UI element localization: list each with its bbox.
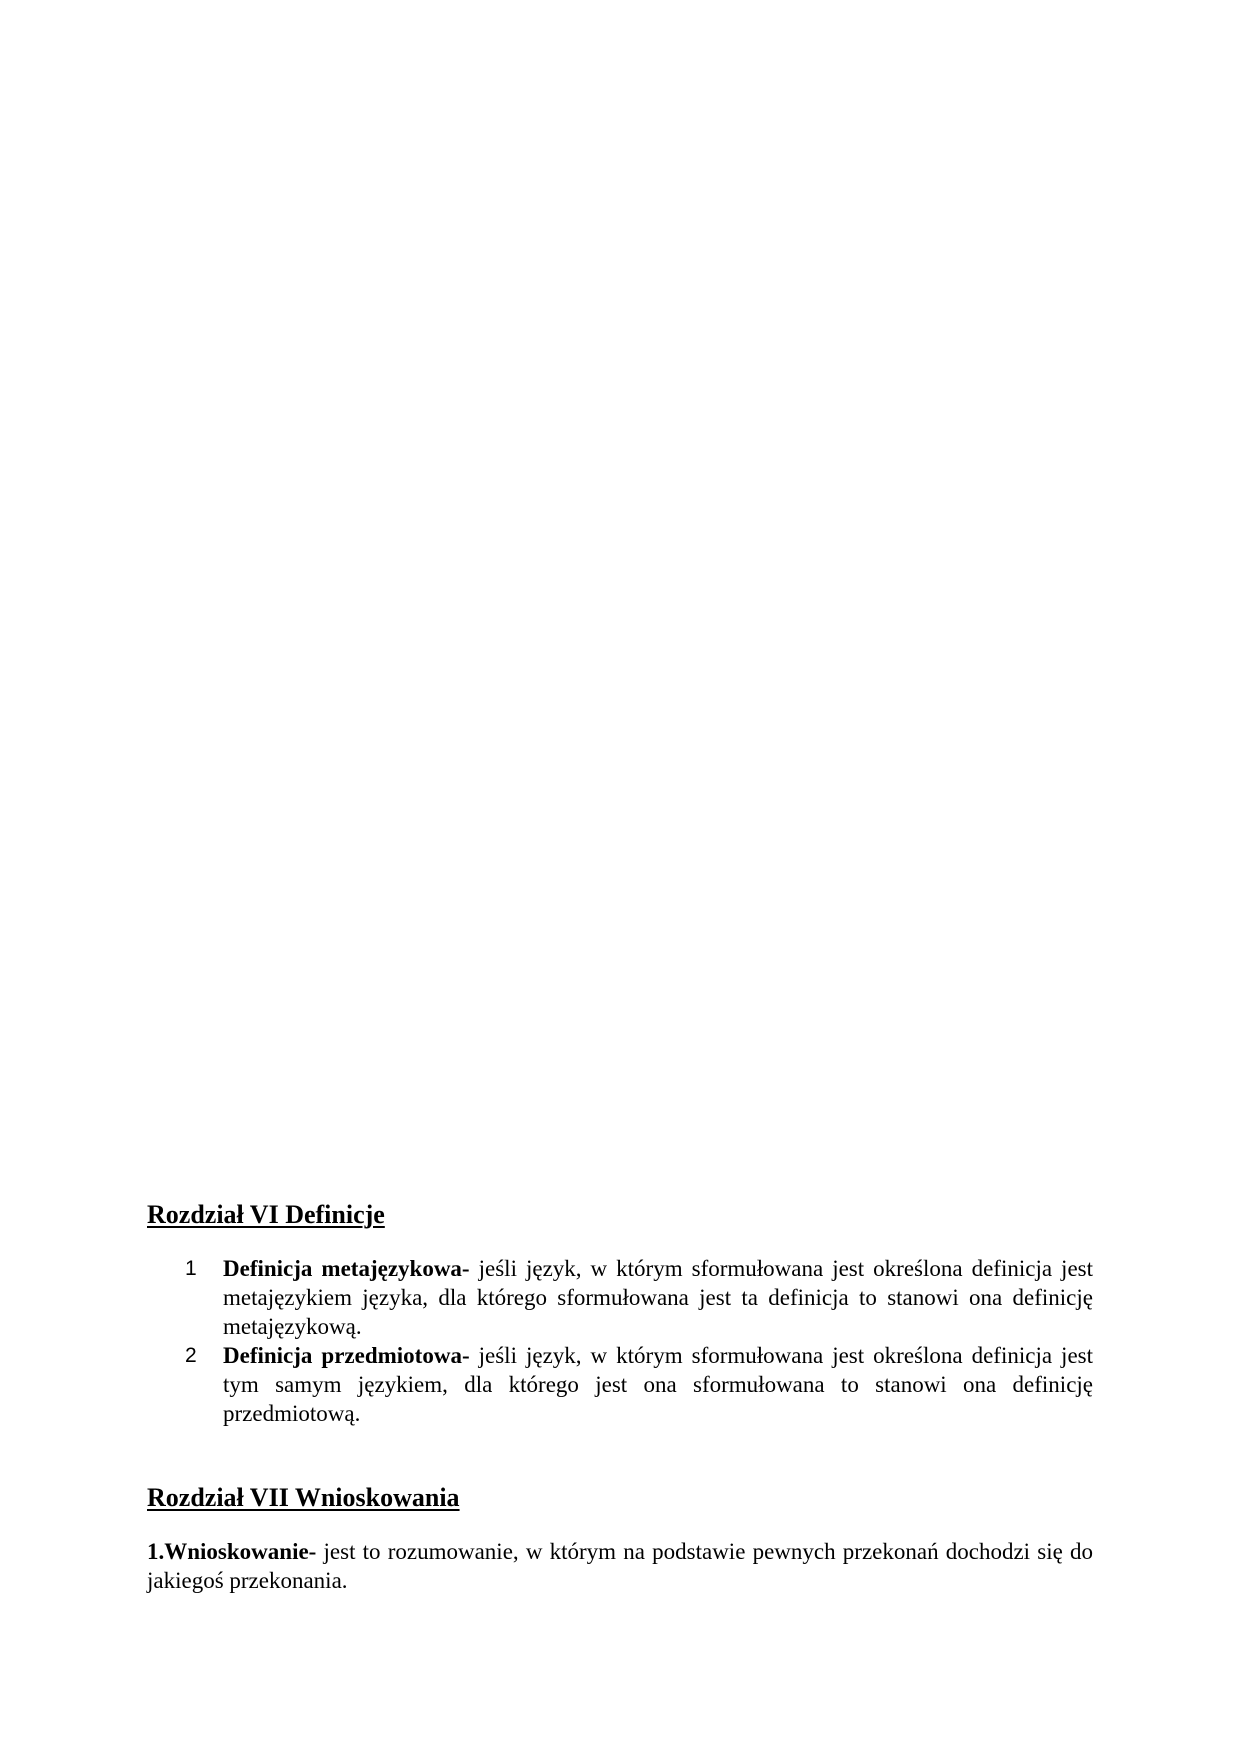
section-heading-definitions: Rozdział VI Definicje — [147, 1200, 385, 1229]
inference-term: 1.Wnioskowanie- — [147, 1539, 317, 1564]
section-heading-inferences: Rozdział VII Wnioskowania — [147, 1483, 460, 1512]
list-item — [147, 1254, 1093, 1341]
inference-paragraph — [147, 1537, 1093, 1595]
list-item-number: 2 — [185, 1344, 197, 1367]
inference-text: jest to rozumowanie, w którym na podstawie pewnych przekonań dochodzi się do jakiegoś przekonania. — [147, 1539, 1093, 1593]
page-content — [147, 1198, 1093, 1595]
definition-text: jeśli język, w którym sformułowana jest określona definicja jest tym samym językiem, dla którego jest ona sformułowana to stanowi ona definicję przedmiotową. — [223, 1343, 1094, 1426]
definitions-list — [147, 1254, 1093, 1428]
definition-text: jeśli język, w którym sformułowana jest określona definicja jest metajęzykiem języka, dla którego sformułowana jest ta definicja to stanowi ona definicję metajęzykową. — [223, 1256, 1093, 1339]
definition-term: Definicja metajęzykowa- — [223, 1256, 470, 1281]
definition-term: Definicja przedmiotowa- — [223, 1343, 470, 1368]
list-item-number: 1 — [185, 1257, 197, 1280]
list-item — [147, 1341, 1093, 1428]
